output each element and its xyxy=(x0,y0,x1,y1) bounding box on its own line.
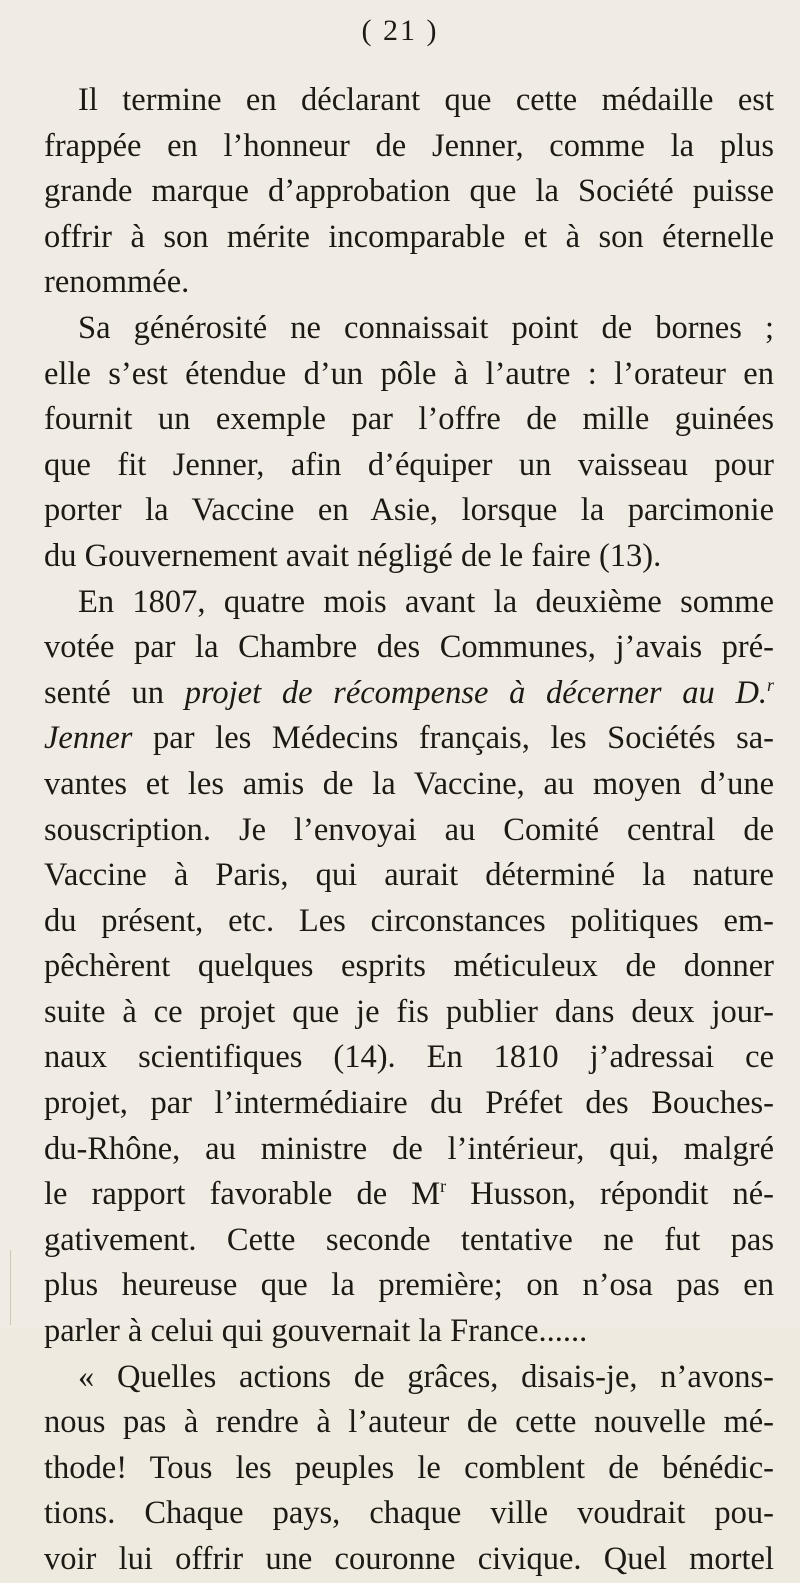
text-line: le rapport favorable de $M^r$ Husson, répondit né- xyxy=(44,1176,775,1213)
text-line: thode! Tous les peuples le comblent de bénédic- xyxy=(44,1449,774,1486)
text-line: naux scientifiques (14). En 1810 j’adressai ce xyxy=(44,1039,774,1076)
text-line: Il termine en déclarant que cette médaille est xyxy=(78,82,774,118)
text-line: Vaccine à Paris, qui aurait déterminé la nature xyxy=(44,857,774,894)
text-line: renommée. xyxy=(44,264,190,301)
text-line: souscription. Je l’envoyai au Comité central de xyxy=(44,811,774,848)
text-line: grande marque d’approbation que la Société puisse xyxy=(44,173,774,210)
text-line: du-Rhône, au ministre de l’intérieur, qui, malgré xyxy=(44,1130,774,1167)
text-line: du Gouvernement avait négligé de le faire (13). xyxy=(44,537,662,574)
text-line: que fit Jenner, afin d’équiper un vaisseau pour xyxy=(44,446,774,483)
text-line: Jenner par les Médecins français, les Sociétés sa- xyxy=(44,720,774,757)
text-line: du présent, etc. Les circonstances politiques em- xyxy=(44,902,774,939)
text-line: nous pas à rendre à l’auteur de cette nouvelle mé- xyxy=(44,1404,774,1441)
text-line: votée par la Chambre des Communes, j’avais pré- xyxy=(44,629,774,666)
text-line: porter la Vaccine en Asie, lorsque la parcimonie xyxy=(44,492,774,529)
text-line: « Quelles actions de grâces, disais-je, n’avons- xyxy=(78,1358,774,1395)
page-edge-mark xyxy=(10,1250,11,1325)
page-number: ( 21 ) xyxy=(361,14,439,47)
body-text xyxy=(44,78,774,1583)
text-line: Sa générosité ne connaissait point de bornes ; xyxy=(78,309,774,346)
text-line: offrir à son mérite incomparable et à son éternelle xyxy=(44,218,774,255)
text-line: gativement. Cette seconde tentative ne fut pas xyxy=(44,1221,774,1258)
text-line: vantes et les amis de la Vaccine, au moyen d’une xyxy=(44,765,774,802)
text-line: parler à celui qui gouvernait la France...... xyxy=(44,1313,588,1350)
text-line: senté un projet de récompense à décerner au D.$^r$ xyxy=(44,674,774,711)
text-line: voir lui offrir une couronne civique. Quel mortel xyxy=(44,1541,774,1577)
text-line: En 1807, quatre mois avant la deuxième somme xyxy=(78,583,774,620)
text-line: plus heureuse que la première; on n’osa pas en xyxy=(44,1267,774,1304)
text-line: suite à ce projet que je fis publier dans deux jour- xyxy=(44,993,774,1030)
text-line: elle s’est étendue d’un pôle à l’autre : l’orateur en xyxy=(44,355,774,392)
text-line: projet, par l’intermédiaire du Préfet des Bouches- xyxy=(44,1085,774,1122)
text-line: tions. Chaque pays, chaque ville voudrait pou- xyxy=(44,1495,774,1532)
text-line: pêchèrent quelques esprits méticuleux de donner xyxy=(44,948,774,985)
text-line: frappée en l’honneur de Jenner, comme la plus xyxy=(44,127,774,164)
text-line: fournit un exemple par l’offre de mille guinées xyxy=(44,401,774,438)
